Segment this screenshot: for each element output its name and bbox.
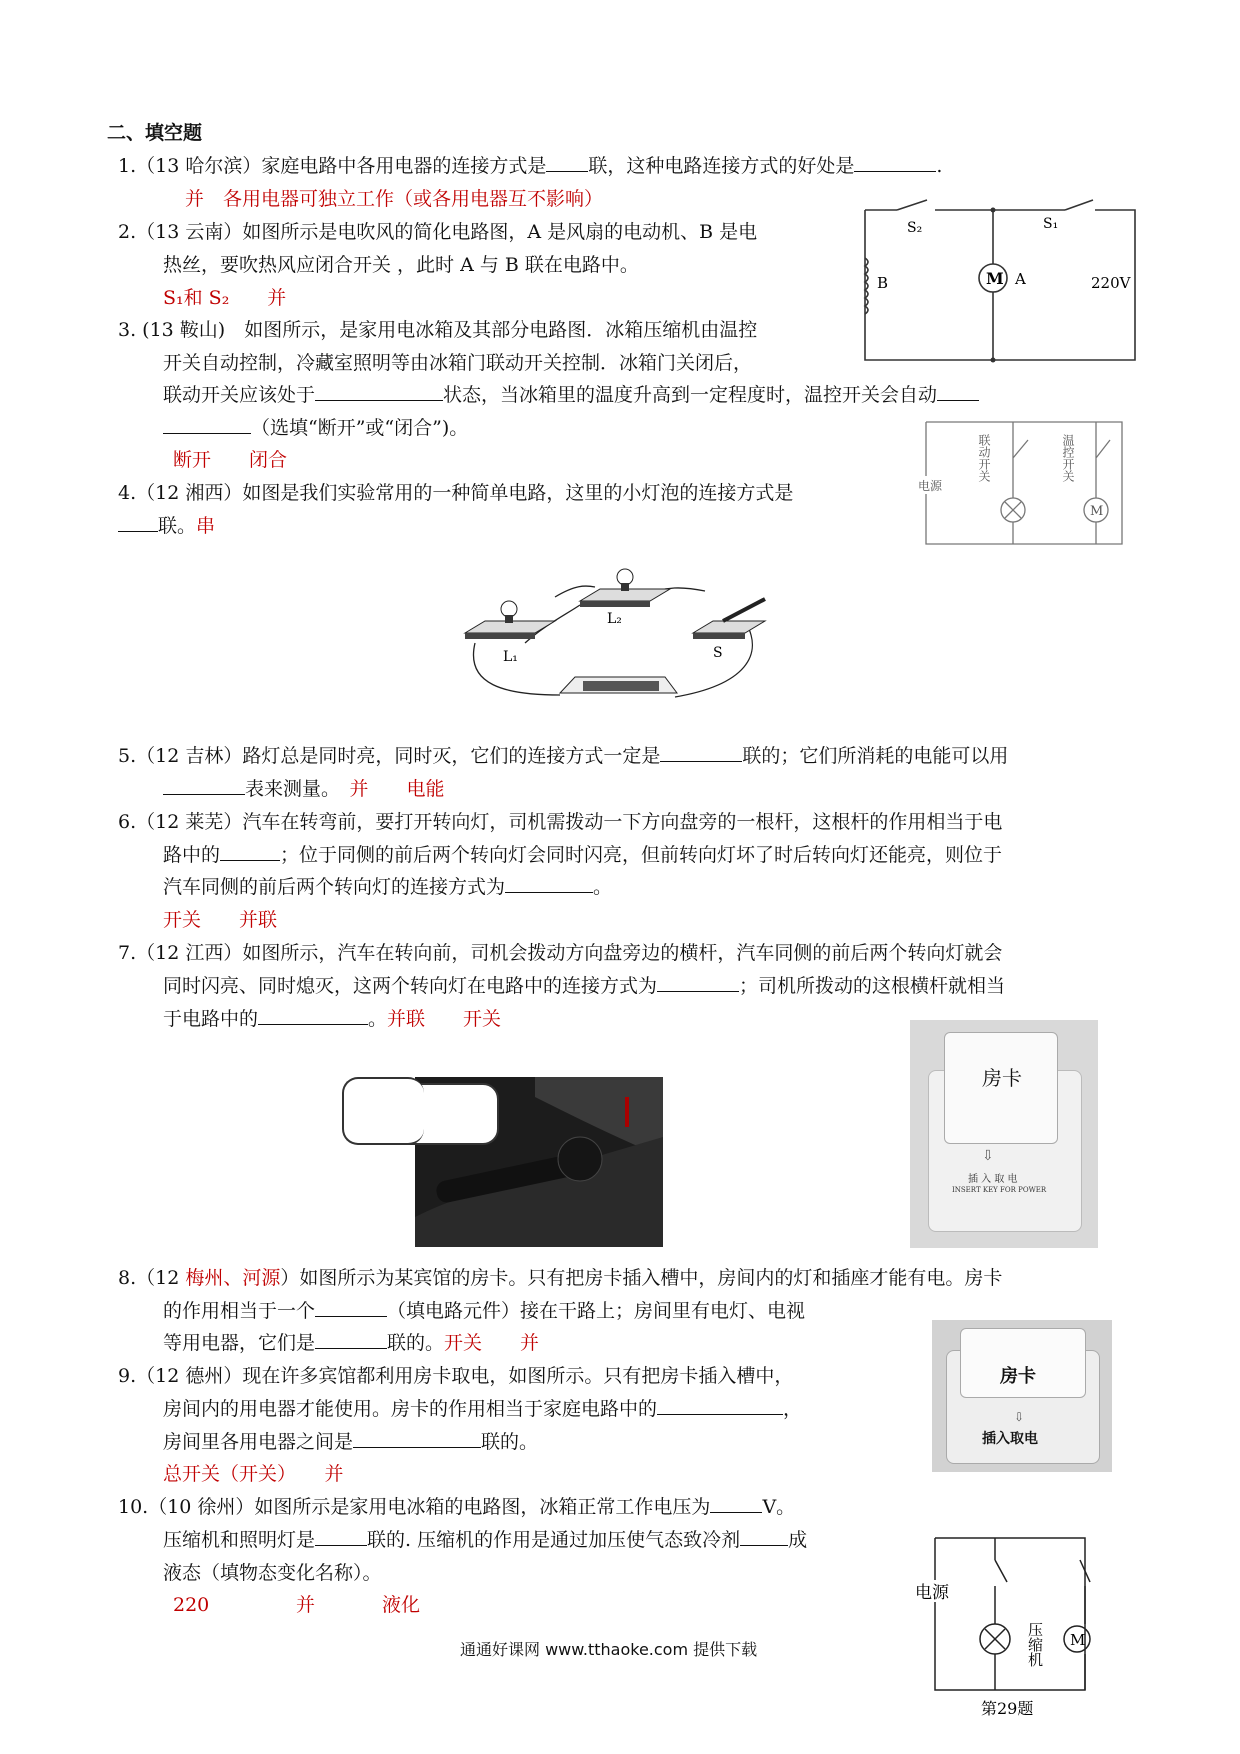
q8-text-d: （填电路元件）接在干路上；房间里有电灯、电视 [387,1300,806,1322]
q3-text-b: 状态，当冰箱里的温度升高到一定程度时，温控开关会自动 [443,384,938,406]
q3-blank-1[interactable] [315,382,443,401]
q10-blank-3[interactable] [740,1527,788,1546]
q3-line-4 [163,415,468,441]
q10-text-a: 10.（10 徐州）如图所示是家用电冰箱的电路图，冰箱正常工作电压为 [118,1496,711,1518]
q3-line-2: 开关自动控制，冷藏室照明等由冰箱门联动开关控制．冰箱门关闭后， [163,352,753,374]
q5-blank-2[interactable] [163,776,245,795]
q2-line-2: 热丝，要吹热风应闭合开关 ，此时 A 与 B 联在电路中。 [163,254,639,276]
q1-blank-1[interactable] [546,153,588,172]
q8-blank-2[interactable] [315,1330,387,1349]
q7-text-a: 同时闪亮、同时熄灭，这两个转向灯在电路中的连接方式为 [163,975,658,997]
lever-callout-box [342,1077,424,1145]
q4-answer: 串 [196,515,216,537]
q3-text-a: 联动开关应该处于 [163,384,316,406]
arrow-down-icon: ⇩ [1014,1410,1025,1424]
question-1 [118,153,942,179]
q8-text-a: 8.（12 [118,1267,186,1289]
q8-text-c: 的作用相当于一个 [163,1300,316,1322]
label-power: 电源 [915,1583,949,1603]
slot-label-2: 插入取电 [982,1431,1038,1447]
q10-line-2 [163,1527,807,1553]
q5-line-1 [118,743,1008,769]
q10-text-e: 成 [788,1529,808,1551]
q4-text: 联。 [158,515,197,537]
q3-line-1: 3. (13 鞍山) 如图所示，是家用电冰箱及其部分电路图．冰箱压缩机由温控 [118,319,758,341]
q1-answer: 并 各用电器可独立工作（或各用电器互不影响） [185,188,604,210]
q6-text-b: ；位于同侧的前后两个转向灯会同时闪亮，但前转向灯坏了时后转向灯还能亮，则位于 [280,844,1003,866]
q1-text-c: . [936,155,943,177]
q8-answer: 开关 并 [444,1332,540,1354]
q5-text-b: 联的；它们所消耗的电能可以用 [742,745,1009,767]
q9-text-c: 联的。 [481,1431,539,1453]
label-power: 电源 [918,479,943,493]
label-220v: 220V [1091,274,1131,292]
q6-line-2 [163,842,1002,868]
q7-line-1: 7.（12 江西）如图所示，汽车在转向前，司机会拨动方向盘旁边的横杆，汽车同侧的前后两个转向灯就会 [118,942,1003,964]
q6-line-3 [163,874,612,900]
q7-blank-2[interactable] [258,1006,368,1025]
room-card-photo-1 [910,1020,1098,1248]
q5-text-c: 表来测量。 [245,778,331,800]
q7-answer: 并联 开关 [387,1008,502,1030]
motor-symbol: M [986,269,1004,288]
q6-answer: 开关 并联 [163,909,278,931]
q3-blank-2b[interactable] [163,415,251,434]
q9-blank-2[interactable] [353,1429,481,1448]
q8-text-e: 等用电器，它们是 [163,1332,316,1354]
q5-line-2 [163,776,445,802]
q4-line-1: 4.（12 湘西）如图是我们实验常用的一种简单电路，这里的小灯泡的连接方式是 [118,482,794,504]
q6-line-1: 6.（12 莱芜）汽车在转弯前，要打开转向灯，司机需拨动一下方向盘旁的一根杆，这根杆的作用相当于电 [118,811,1003,833]
q8-blank-1[interactable] [315,1298,387,1317]
q7-blank-1[interactable] [657,973,739,992]
q7-text-b: ；司机所拨动的这根横杆就相当 [739,975,1006,997]
label-l1: L₁ [503,649,518,665]
q9-answer: 总开关（开关） 并 [163,1463,344,1485]
q9-line-2 [163,1396,802,1422]
q9-text-end: ， [783,1398,803,1420]
motor-symbol: M [1070,1631,1086,1649]
figure-caption: 第29题 [981,1699,1034,1718]
q8-line-2 [163,1298,805,1324]
fridge-circuit-diagram-1 [918,418,1128,550]
q5-blank-1[interactable] [660,743,742,762]
label-a: A [1015,270,1026,288]
arrow-down-icon: ⇩ [982,1148,994,1164]
q10-answer-3: 液化 [382,1594,421,1616]
q10-text-c: 压缩机和照明灯是 [163,1529,316,1551]
q10-blank-2[interactable] [315,1527,367,1546]
q8-line-1 [118,1265,1002,1291]
label-door-switch: 联动开关 [977,434,991,482]
label-s2: S₂ [907,220,923,236]
q10-line-3: 液态（填物态变化名称）。 [163,1562,382,1584]
label-l2: L₂ [607,611,622,627]
q7-line-2 [163,973,1005,999]
q2-line-1: 2.（13 云南）如图所示是电吹风的简化电路图，A 是风扇的电动机、B 是电 [118,221,758,243]
q6-text-c: 汽车同侧的前后两个转向灯的连接方式为 [163,876,506,898]
q8-line-3 [163,1330,539,1356]
q4-blank[interactable] [118,513,158,532]
label-b: B [877,274,889,292]
label-s1: S₁ [1043,216,1059,232]
q8-text-b: ）如图所示为某宾馆的房卡。只有把房卡插入槽中，房间内的灯和插座才能有电。房卡 [280,1267,1003,1289]
q2-answer: S₁和 S₂ 并 [163,287,287,309]
q10-answer-2: 并 [296,1594,316,1616]
lever-photo [415,1077,663,1247]
q7-text-c: 于电路中的 [163,1008,259,1030]
hairdryer-circuit-diagram [855,200,1155,370]
q6-text-end: 。 [593,876,613,898]
label-s: S [713,645,723,661]
section-title: 二、填空题 [107,122,203,144]
q1-text-b: 联，这种电路连接方式的好处是 [588,155,855,177]
q7-line-3 [163,1006,501,1032]
label-compressor: 压缩机 [1026,1622,1044,1667]
q6-text-a: 路中的 [163,844,221,866]
room-card-photo-2 [932,1320,1112,1472]
q6-blank-2[interactable] [505,874,593,893]
q9-line-3 [163,1429,538,1455]
q10-text-b: V。 [762,1496,796,1518]
q9-line-1: 9.（12 德州）现在许多宾馆都利用房卡取电，如图所示。只有把房卡插入槽中， [118,1365,794,1387]
q10-blank-1[interactable] [710,1494,762,1513]
motor-symbol: M [1090,504,1104,519]
card-label-2: 房卡 [1000,1366,1036,1387]
q4-line-2 [118,513,215,539]
q3-blank-2a[interactable] [937,382,979,401]
label-temp-switch: 温控开关 [1061,434,1075,482]
footer-text: 通通好课网 www.tthaoke.com 提供下载 [460,1640,758,1659]
q3-line-3 [163,382,979,408]
q9-text-b: 房间里各用电器之间是 [163,1431,354,1453]
card-label-1: 房卡 [982,1066,1022,1090]
q8-text-f: 联的。 [387,1332,445,1354]
q5-answer: 并 电能 [349,778,445,800]
q8-source-red: 梅州、河源 [185,1267,281,1289]
q10-line-1 [118,1494,795,1520]
fridge-circuit-diagram-2 [915,1530,1095,1720]
q10-text-d: 联的. 压缩机的作用是通过加压使气态致冷剂 [367,1529,741,1551]
q9-text-a: 房间内的用电器才能使用。房卡的作用相当于家庭电路中的 [163,1398,658,1420]
slot-label-1: 插 入 取 电 [968,1174,1018,1185]
q6-blank-1[interactable] [220,842,280,861]
q5-text-a: 5.（12 吉林）路灯总是同时亮，同时灭，它们的连接方式一定是 [118,745,661,767]
q1-text-a: 1.（13 哈尔滨）家庭电路中各用电器的连接方式是 [118,155,547,177]
q3-answer: 断开 闭合 [173,449,288,471]
q1-blank-2[interactable] [854,153,936,172]
q3-text-c: （选填“断开”或“闭合”)。 [251,417,469,439]
q10-answer-1: 220 [173,1594,210,1616]
slot-label-en: INSERT KEY FOR POWER [952,1186,1047,1194]
lamp-circuit-photo [465,565,785,715]
q9-blank-1[interactable] [657,1396,783,1415]
q7-text-end: 。 [368,1008,388,1030]
